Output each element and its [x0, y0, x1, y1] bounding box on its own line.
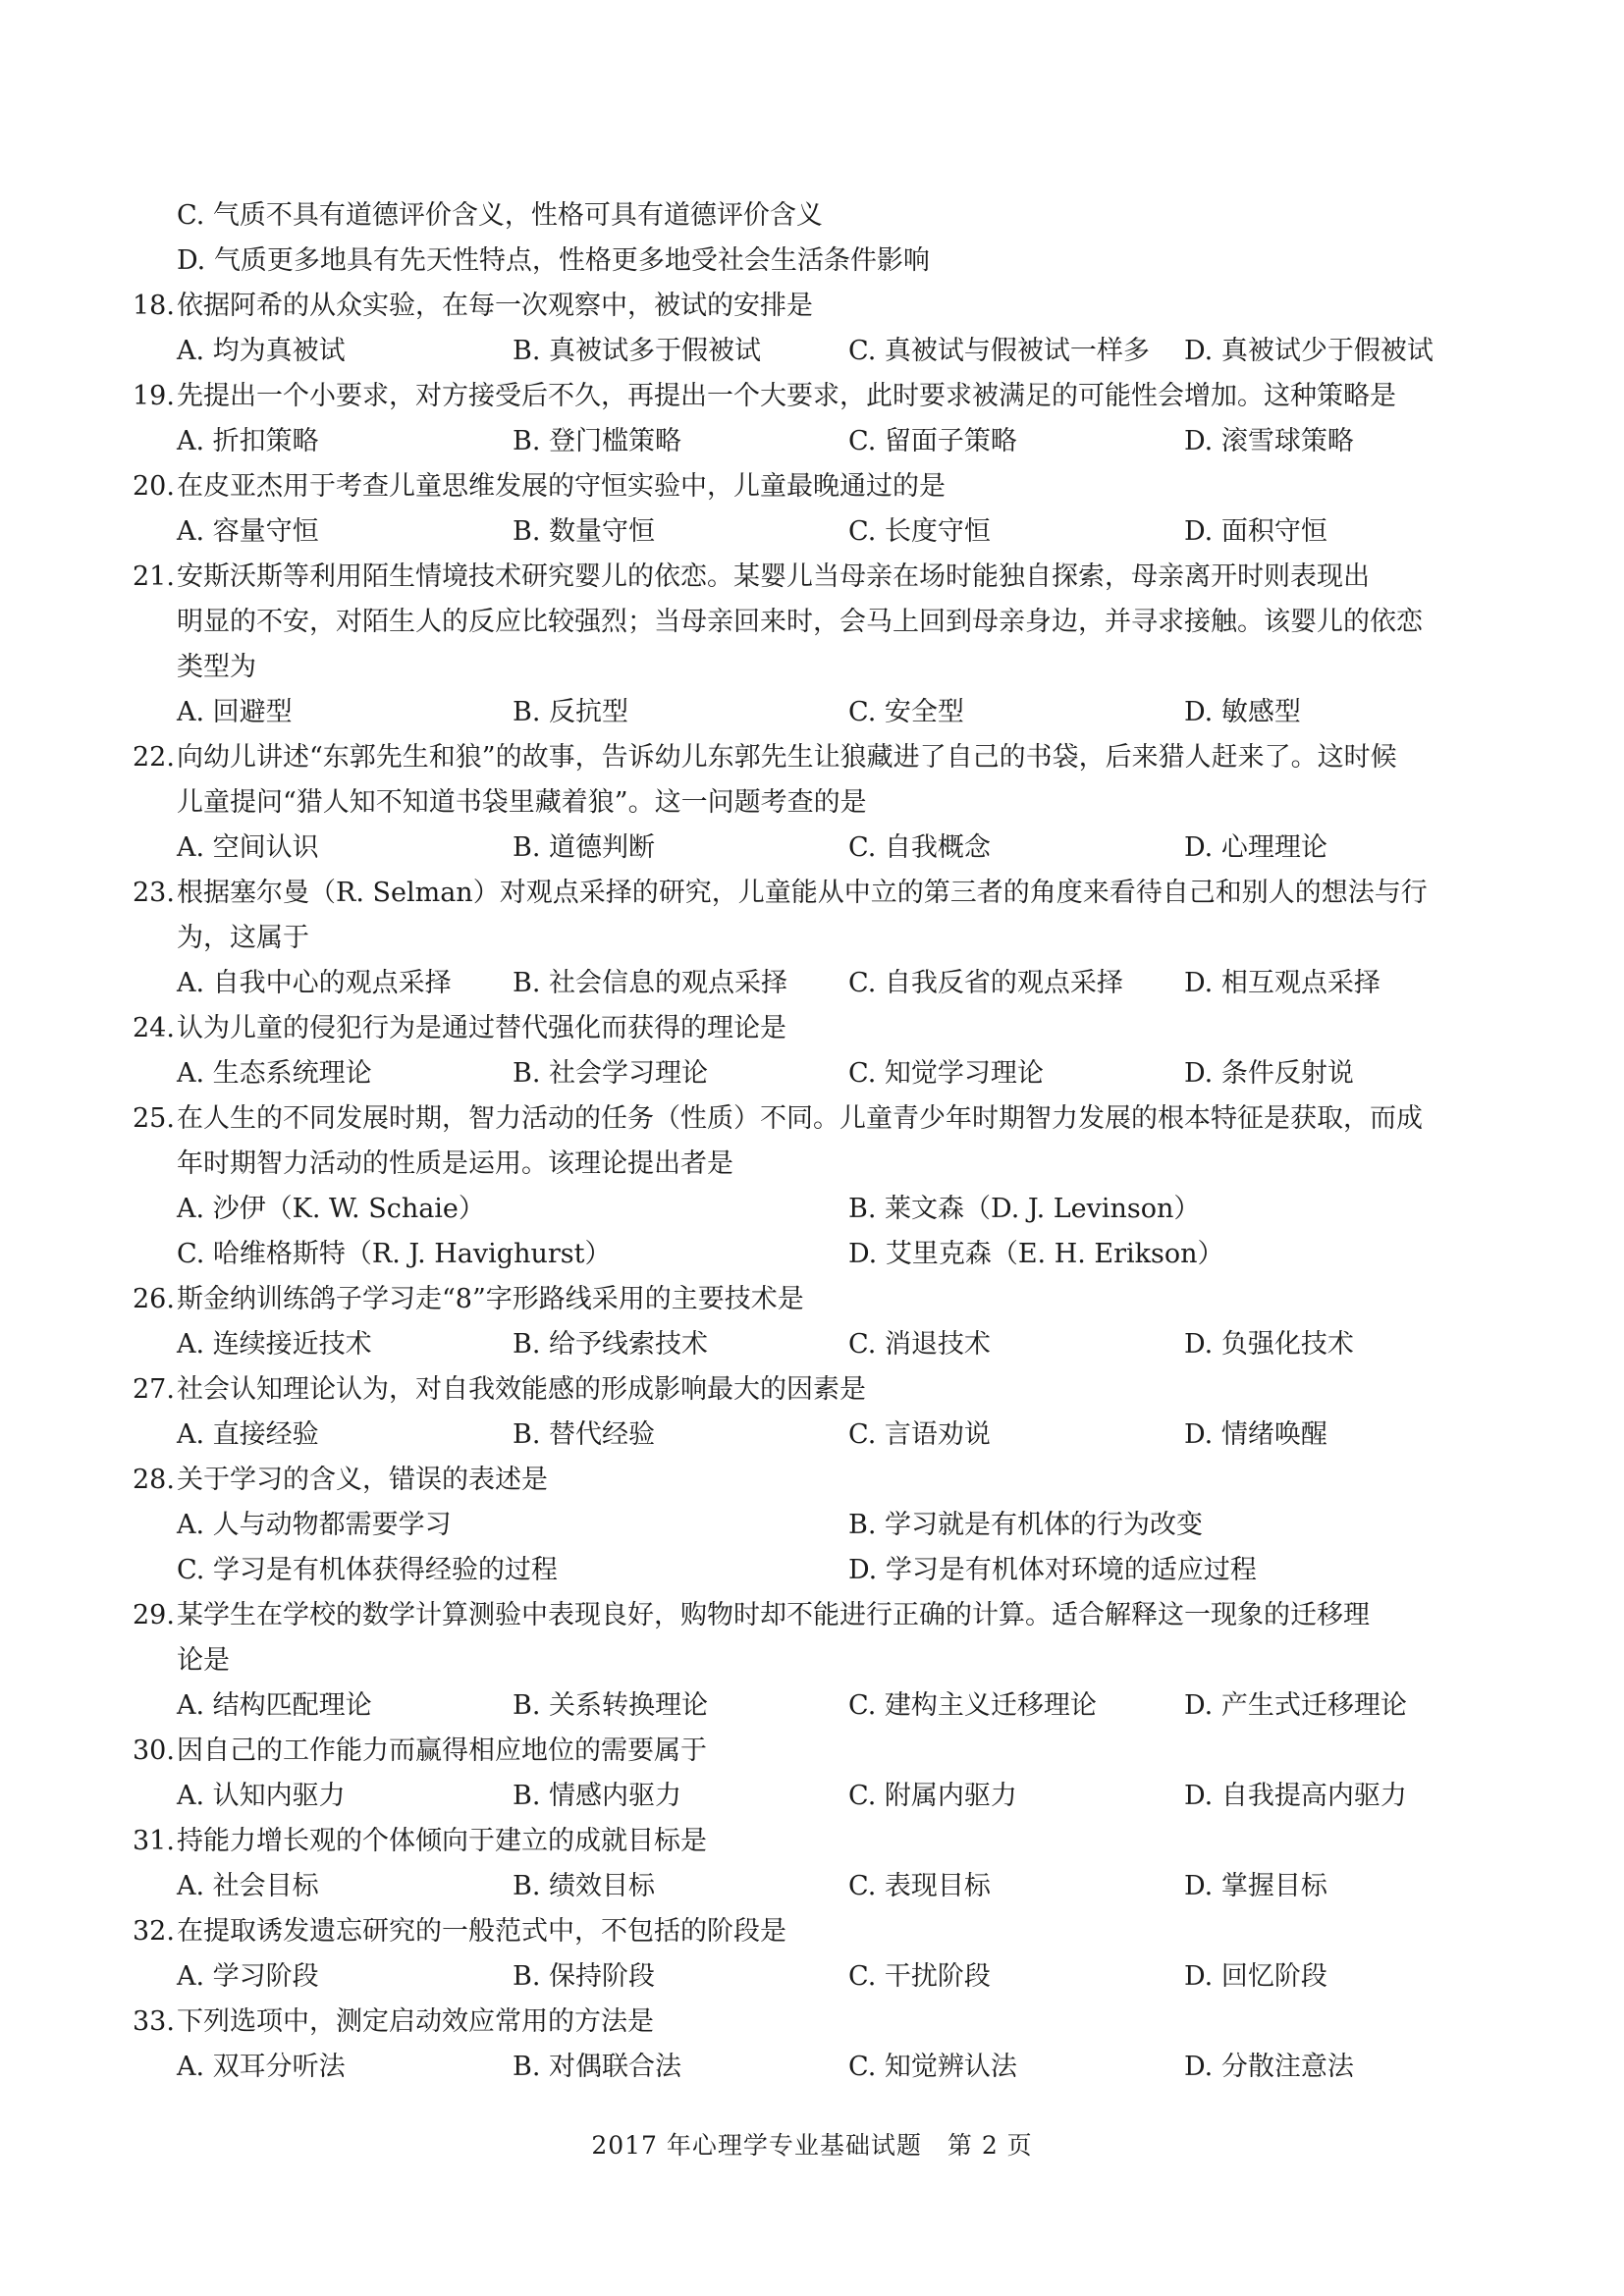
question-text: 在皮亚杰用于考查儿童思维发展的守恒实验中，儿童最晚通过的是	[177, 471, 946, 502]
question-number: 21.	[133, 561, 175, 592]
question-text: 在人生的不同发展时期，智力活动的任务（性质）不同。儿童青少年时期智力发展的根本特征是获取，而成	[177, 1103, 1423, 1134]
option-row	[133, 826, 1502, 871]
option-a: A. 直接经验	[177, 1419, 319, 1450]
question-block	[133, 735, 1502, 871]
option-b: B. 关系转换理论	[513, 1690, 709, 1721]
question-stem	[133, 1367, 1502, 1413]
option-d: D. 学习是有机体对环境的适应过程	[848, 1555, 1257, 1585]
question-block	[133, 1458, 1502, 1593]
question-number: 27.	[133, 1374, 175, 1405]
option-a: A. 空间认识	[177, 832, 319, 863]
option-d: D. 滚雪球策略	[1184, 426, 1354, 456]
option-row	[133, 1413, 1502, 1458]
question-stem	[133, 1593, 1502, 1638]
option-b: B. 学习就是有机体的行为改变	[848, 1510, 1204, 1540]
question-text: 在提取诱发遗忘研究的一般范式中，不包括的阶段是	[177, 1916, 786, 1947]
option-c: C. 留面子策略	[848, 426, 1017, 456]
question-number: 25.	[133, 1103, 175, 1134]
question-number: 30.	[133, 1735, 175, 1766]
question-stem	[133, 1909, 1502, 1954]
question-text-continued: 类型为	[177, 652, 256, 682]
question-text: 先提出一个小要求，对方接受后不久，再提出一个大要求，此时要求被满足的可能性会增加。这种策略是	[177, 381, 1396, 411]
question-number: 18.	[133, 291, 175, 321]
option-row	[133, 1683, 1502, 1729]
option-c: C. 学习是有机体获得经验的过程	[177, 1555, 558, 1585]
question-block	[133, 2000, 1502, 2090]
question-block	[133, 1367, 1502, 1458]
option-row	[133, 1548, 1502, 1593]
option-d: D. 相互观点采择	[1184, 968, 1380, 998]
option-c: C. 哈维格斯特（R. J. Havighurst）	[177, 1239, 612, 1269]
question-text: 持能力增长观的个体倾向于建立的成就目标是	[177, 1826, 707, 1856]
option-a: A. 学习阶段	[177, 1961, 319, 1992]
question-number: 23.	[133, 878, 175, 908]
option-c: C. 长度守恒	[848, 516, 991, 547]
option-b: B. 对偶联合法	[513, 2052, 682, 2082]
option-d: D. 艾里克森（E. H. Erikson）	[848, 1239, 1224, 1269]
question-number: 31.	[133, 1826, 175, 1856]
question-text: 根据塞尔曼（R. Selman）对观点采择的研究，儿童能从中立的第三者的角度来看待自己和别人的想法与行	[177, 878, 1428, 908]
option-c: C. 消退技术	[848, 1329, 991, 1360]
option-b: B. 社会信息的观点采择	[513, 968, 788, 998]
option-row	[133, 509, 1502, 555]
option-b: B. 绩效目标	[513, 1871, 656, 1901]
question-number: 33.	[133, 2006, 175, 2037]
option-a: A. 连续接近技术	[177, 1329, 372, 1360]
option-row	[133, 1774, 1502, 1819]
option-row	[133, 1322, 1502, 1367]
option-a: A. 双耳分听法	[177, 2052, 346, 2082]
question-number: 19.	[133, 381, 175, 411]
option-a: A. 结构匹配理论	[177, 1690, 372, 1721]
option-row	[133, 1232, 1502, 1277]
question-text-continued: 论是	[177, 1645, 230, 1676]
question-block	[133, 1729, 1502, 1819]
question-text: 认为儿童的侵犯行为是通过替代强化而获得的理论是	[177, 1013, 786, 1043]
option-a: A. 自我中心的观点采择	[177, 968, 452, 998]
question-stem	[133, 464, 1502, 509]
question-number: 22.	[133, 742, 175, 773]
question-text-continued: 年时期智力活动的性质是运用。该理论提出者是	[177, 1148, 733, 1179]
question-list	[133, 193, 1502, 2090]
question-number: 28.	[133, 1465, 175, 1495]
question-stem	[133, 735, 1502, 780]
option-c: C. 附属内驱力	[848, 1781, 1017, 1811]
option-b: B. 情感内驱力	[513, 1781, 682, 1811]
option-c: C. 建构主义迁移理论	[848, 1690, 1097, 1721]
option-c: C. 表现目标	[848, 1871, 991, 1901]
question-block	[133, 1096, 1502, 1277]
question-number: 26.	[133, 1284, 175, 1314]
option-b: B. 数量守恒	[513, 516, 656, 547]
question-stem	[133, 871, 1502, 916]
question-text: 关于学习的含义，错误的表述是	[177, 1465, 548, 1495]
option-d: D. 产生式迁移理论	[1184, 1690, 1407, 1721]
option-row	[133, 1051, 1502, 1096]
question-block	[133, 374, 1502, 464]
question-block	[133, 1277, 1502, 1367]
question-stem	[133, 555, 1502, 600]
option-b: B. 真被试多于假被试	[513, 336, 762, 366]
continued-option: C. 气质不具有道德评价含义，性格可具有道德评价含义	[177, 200, 823, 231]
question-text: 斯金纳训练鸽子学习走“8”字形路线采用的主要技术是	[177, 1284, 804, 1314]
option-d: D. 负强化技术	[1184, 1329, 1354, 1360]
option-d: D. 分散注意法	[1184, 2052, 1354, 2082]
question-number: 24.	[133, 1013, 175, 1043]
option-row	[133, 1503, 1502, 1548]
option-row	[133, 690, 1502, 735]
option-c: C. 知觉学习理论	[848, 1058, 1044, 1089]
question-text: 向幼儿讲述“东郭先生和狼”的故事，告诉幼儿东郭先生让狼藏进了自己的书袋，后来猎人赶来了。这时候	[177, 742, 1397, 773]
question-block	[133, 1593, 1502, 1729]
question-stem	[133, 1819, 1502, 1864]
option-c: C. 安全型	[848, 697, 964, 727]
option-a: A. 回避型	[177, 697, 293, 727]
question-block	[133, 1909, 1502, 2000]
option-a: A. 折扣策略	[177, 426, 319, 456]
option-c: C. 真被试与假被试一样多	[848, 336, 1150, 366]
option-row	[133, 2045, 1502, 2090]
question-block	[133, 1006, 1502, 1096]
option-c: C. 自我概念	[848, 832, 991, 863]
page-footer: 2017 年心理学专业基础试题 第 2 页	[591, 2131, 1033, 2160]
question-block	[133, 555, 1502, 735]
option-b: B. 替代经验	[513, 1419, 656, 1450]
question-block	[133, 284, 1502, 374]
question-stem	[133, 284, 1502, 329]
question-text: 下列选项中，测定启动效应常用的方法是	[177, 2006, 654, 2037]
question-text-continued: 为，这属于	[177, 923, 309, 953]
question-text-continued: 儿童提问“猎人知不知道书袋里藏着狼”。这一问题考查的是	[177, 787, 867, 818]
option-d: D. 心理理论	[1184, 832, 1327, 863]
option-row	[133, 1954, 1502, 2000]
question-text: 安斯沃斯等利用陌生情境技术研究婴儿的依恋。某婴儿当母亲在场时能独自探索，母亲离开时则表现出	[177, 561, 1370, 592]
option-a: A. 社会目标	[177, 1871, 319, 1901]
question-number: 32.	[133, 1916, 175, 1947]
question-text: 社会认知理论认为，对自我效能感的形成影响最大的因素是	[177, 1374, 866, 1405]
question-block	[133, 1819, 1502, 1909]
option-c: C. 自我反省的观点采择	[848, 968, 1123, 998]
option-d: D. 回忆阶段	[1184, 1961, 1327, 1992]
question-text: 因自己的工作能力而赢得相应地位的需要属于	[177, 1735, 707, 1766]
option-d: D. 掌握目标	[1184, 1871, 1327, 1901]
option-a: A. 人与动物都需要学习	[177, 1510, 452, 1540]
question-block	[133, 464, 1502, 555]
option-d: D. 敏感型	[1184, 697, 1301, 727]
option-row	[133, 961, 1502, 1006]
option-a: A. 生态系统理论	[177, 1058, 372, 1089]
question-stem	[133, 1729, 1502, 1774]
option-row	[133, 419, 1502, 464]
option-b: B. 保持阶段	[513, 1961, 656, 1992]
continued-option: D. 气质更多地具有先天性特点，性格更多地受社会生活条件影响	[177, 245, 930, 276]
option-row	[133, 1187, 1502, 1232]
option-b: B. 给予线索技术	[513, 1329, 709, 1360]
question-text: 某学生在学校的数学计算测验中表现良好，购物时却不能进行正确的计算。适合解释这一现象的迁移理	[177, 1600, 1370, 1630]
option-b: B. 社会学习理论	[513, 1058, 709, 1089]
option-a: A. 均为真被试	[177, 336, 346, 366]
question-number: 20.	[133, 471, 175, 502]
question-text: 依据阿希的从众实验，在每一次观察中，被试的安排是	[177, 291, 813, 321]
option-d: D. 条件反射说	[1184, 1058, 1354, 1089]
option-d: D. 自我提高内驱力	[1184, 1781, 1407, 1811]
option-d: D. 情绪唤醒	[1184, 1419, 1327, 1450]
question-stem	[133, 1006, 1502, 1051]
option-d: D. 真被试少于假被试	[1184, 336, 1434, 366]
question-stem	[133, 1277, 1502, 1322]
option-b: B. 登门槛策略	[513, 426, 682, 456]
option-a: A. 沙伊（K. W. Schaie）	[177, 1194, 485, 1224]
option-row	[133, 329, 1502, 374]
question-stem	[133, 374, 1502, 419]
option-b: B. 道德判断	[513, 832, 656, 863]
option-d: D. 面积守恒	[1184, 516, 1327, 547]
question-number: 29.	[133, 1600, 175, 1630]
question-stem	[133, 1096, 1502, 1142]
option-c: C. 干扰阶段	[848, 1961, 991, 1992]
question-stem	[133, 2000, 1502, 2045]
option-a: A. 容量守恒	[177, 516, 319, 547]
question-block	[133, 871, 1502, 1006]
option-a: A. 认知内驱力	[177, 1781, 346, 1811]
option-b: B. 反抗型	[513, 697, 629, 727]
option-b: B. 莱文森（D. J. Levinson）	[848, 1194, 1201, 1224]
option-row	[133, 1864, 1502, 1909]
option-c: C. 知觉辨认法	[848, 2052, 1017, 2082]
question-text-continued: 明显的不安，对陌生人的反应比较强烈；当母亲回来时，会马上回到母亲身边，并寻求接触。该婴儿的依恋	[177, 607, 1423, 637]
question-stem	[133, 1458, 1502, 1503]
option-c: C. 言语劝说	[848, 1419, 991, 1450]
